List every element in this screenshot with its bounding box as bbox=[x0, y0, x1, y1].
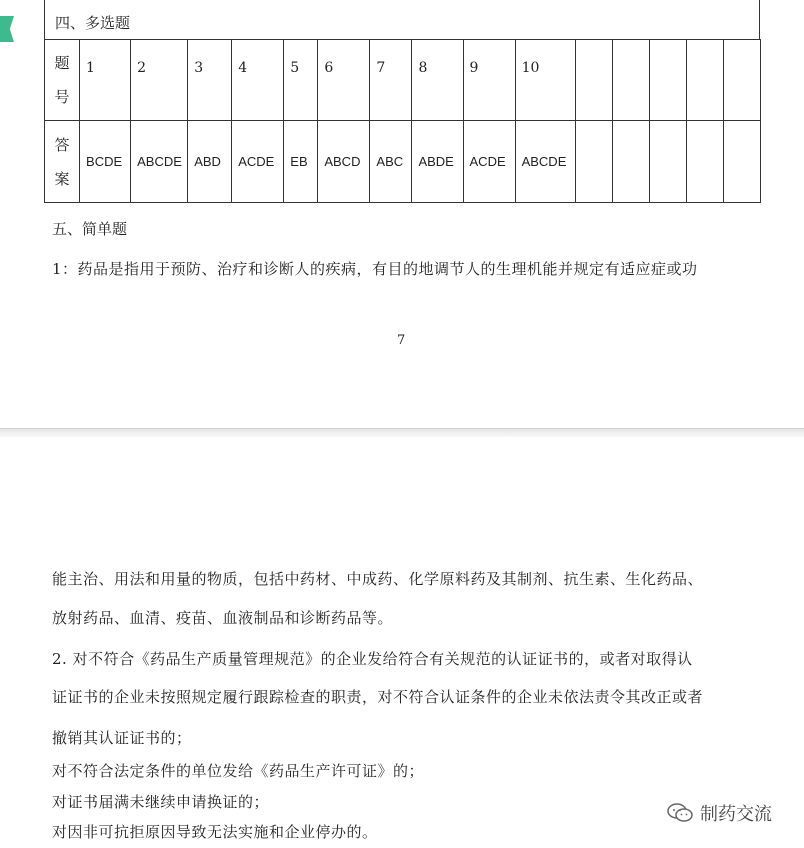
empty-cell bbox=[649, 121, 686, 203]
question-number-row bbox=[45, 40, 761, 121]
empty-cell bbox=[723, 121, 760, 203]
page-divider bbox=[0, 428, 804, 437]
answer-value: ABCDE bbox=[515, 121, 575, 203]
answer-value: BCDE bbox=[80, 121, 131, 203]
answer-value: ACDE bbox=[463, 121, 515, 203]
question-number-label: 题 号 bbox=[45, 40, 80, 121]
question-number: 9 bbox=[463, 40, 515, 121]
question-number: 8 bbox=[412, 40, 463, 121]
question-number: 1 bbox=[80, 40, 131, 121]
empty-cell bbox=[575, 121, 612, 203]
question-number: 10 bbox=[515, 40, 575, 121]
table-section-header-row bbox=[44, 0, 760, 40]
answer-label: 答 案 bbox=[45, 121, 80, 203]
empty-cell bbox=[649, 40, 686, 121]
question-number: 5 bbox=[284, 40, 318, 121]
empty-cell bbox=[612, 121, 649, 203]
watermark-text: 制药交流 bbox=[700, 804, 772, 825]
paragraph-line: 1：药品是指用于预防、治疗和诊断人的疾病，有目的地调节人的生理机能并规定有适应症或功 bbox=[52, 260, 698, 278]
paragraph-line: 放射药品、血清、疫苗、血液制品和诊断药品等。 bbox=[52, 609, 394, 627]
question-number: 3 bbox=[188, 40, 232, 121]
wechat-icon bbox=[666, 802, 694, 824]
empty-cell bbox=[686, 121, 723, 203]
answer-value: ABDE bbox=[412, 121, 463, 203]
paragraph-line: 证证书的企业未按照规定履行跟踪检查的职责，对不符合认证条件的企业未依法责令其改正或者 bbox=[52, 688, 704, 706]
answer-value: ACDE bbox=[232, 121, 284, 203]
question-number: 2 bbox=[131, 40, 188, 121]
question-number: 7 bbox=[370, 40, 412, 121]
question-number: 6 bbox=[318, 40, 370, 121]
answer-value: ABCDE bbox=[131, 121, 188, 203]
watermark bbox=[666, 800, 772, 826]
section-4-title: 四、多选题 bbox=[55, 14, 131, 32]
answer-value: ABD bbox=[188, 121, 232, 203]
answer-value: ABCD bbox=[318, 121, 370, 203]
empty-cell bbox=[612, 40, 649, 121]
paragraph-line: 撤销其认证证书的； bbox=[52, 729, 192, 747]
section-5-title: 五、简单题 bbox=[52, 220, 128, 238]
answer-row bbox=[45, 121, 761, 203]
paragraph-line: 2. 对不符合《药品生产质量管理规范》的企业发给符合有关规范的认证证书的，或者对取得认 bbox=[52, 650, 693, 668]
answer-value: EB bbox=[284, 121, 318, 203]
page-number: 7 bbox=[397, 333, 406, 348]
answer-table bbox=[44, 39, 761, 203]
answer-value: ABC bbox=[370, 121, 412, 203]
empty-cell bbox=[686, 40, 723, 121]
paragraph-line: 对不符合法定条件的单位发给《药品生产许可证》的； bbox=[52, 762, 425, 780]
paragraph-line: 对因非可抗拒原因导致无法实施和企业停办的。 bbox=[52, 823, 378, 841]
empty-cell bbox=[723, 40, 760, 121]
question-number: 4 bbox=[232, 40, 284, 121]
empty-cell bbox=[575, 40, 612, 121]
bookmark-tab-icon[interactable] bbox=[0, 16, 14, 42]
paragraph-line: 能主治、用法和用量的物质，包括中药材、中成药、化学原料药及其制剂、抗生素、生化药品、 bbox=[52, 570, 704, 588]
paragraph-line: 对证书届满未继续申请换证的； bbox=[52, 793, 270, 811]
